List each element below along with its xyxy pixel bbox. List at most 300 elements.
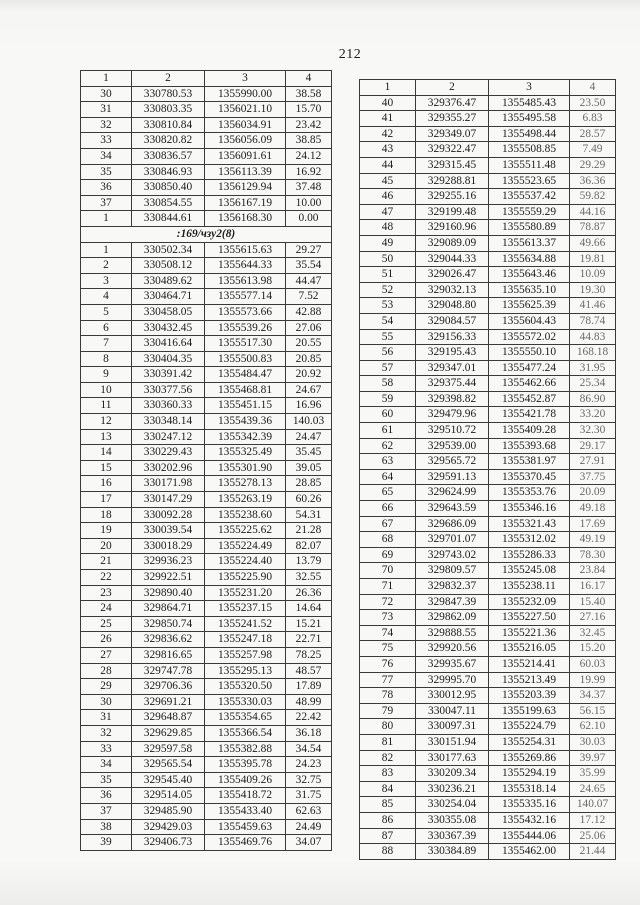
y-coordinate-cell: 1355484.47 xyxy=(205,367,286,383)
table-row xyxy=(360,734,616,750)
y-coordinate-cell: 1355577.14 xyxy=(205,289,286,305)
x-coordinate-cell: 330236.21 xyxy=(416,781,489,797)
y-coordinate-cell: 1355580.89 xyxy=(489,220,570,236)
y-coordinate-cell: 1355477.24 xyxy=(489,360,570,376)
point-number-cell: 14 xyxy=(81,445,132,461)
x-coordinate-cell: 329195.43 xyxy=(416,345,489,361)
point-number-cell: 18 xyxy=(81,507,132,523)
x-coordinate-cell: 329597.58 xyxy=(132,741,205,757)
y-coordinate-cell: 1355231.20 xyxy=(205,585,286,601)
y-coordinate-cell: 1355237.15 xyxy=(205,601,286,617)
distance-cell: 36.18 xyxy=(286,725,332,741)
point-number-cell: 21 xyxy=(81,554,132,570)
y-coordinate-cell: 1355539.26 xyxy=(205,320,286,336)
distance-cell: 31.95 xyxy=(570,360,616,376)
x-coordinate-cell: 329862.09 xyxy=(416,610,489,626)
point-number-cell: 9 xyxy=(81,367,132,383)
table-row xyxy=(360,610,616,626)
point-number-cell: 87 xyxy=(360,828,416,844)
distance-cell: 48.99 xyxy=(286,694,332,710)
distance-cell: 36.36 xyxy=(570,173,616,189)
y-coordinate-cell: 1355625.39 xyxy=(489,298,570,314)
y-coordinate-cell: 1355214.41 xyxy=(489,656,570,672)
point-number-cell: 28 xyxy=(81,663,132,679)
y-coordinate-cell: 1355225.62 xyxy=(205,523,286,539)
distance-cell: 6.83 xyxy=(570,111,616,127)
point-number-cell: 74 xyxy=(360,625,416,641)
x-coordinate-cell: 329691.21 xyxy=(132,694,205,710)
point-number-cell: 36 xyxy=(81,180,132,196)
x-coordinate-cell: 2 xyxy=(132,71,205,87)
x-coordinate-cell: 329706.36 xyxy=(132,679,205,695)
point-number-cell: 13 xyxy=(81,429,132,445)
distance-cell: 7.49 xyxy=(570,142,616,158)
y-coordinate-cell: 1355439.36 xyxy=(205,414,286,430)
x-coordinate-cell: 330846.93 xyxy=(132,164,205,180)
point-number-cell: 49 xyxy=(360,235,416,251)
distance-cell: 48.57 xyxy=(286,663,332,679)
x-coordinate-cell: 329995.70 xyxy=(416,672,489,688)
point-number-cell: 60 xyxy=(360,407,416,423)
y-coordinate-cell: 1355247.18 xyxy=(205,632,286,648)
distance-cell: 20.09 xyxy=(570,485,616,501)
y-coordinate-cell: 1355325.49 xyxy=(205,445,286,461)
x-coordinate-cell: 330432.45 xyxy=(132,320,205,336)
table-row xyxy=(81,835,332,851)
y-coordinate-cell: 1355421.78 xyxy=(489,407,570,423)
distance-cell: 20.92 xyxy=(286,367,332,383)
y-coordinate-cell: 1355238.60 xyxy=(205,507,286,523)
table-row xyxy=(360,267,616,283)
y-coordinate-cell: 1355257.98 xyxy=(205,647,286,663)
distance-cell: 21.44 xyxy=(570,844,616,860)
y-coordinate-cell: 1355330.03 xyxy=(205,694,286,710)
y-coordinate-cell: 1355366.54 xyxy=(205,725,286,741)
x-coordinate-cell: 2 xyxy=(416,80,489,96)
table-row xyxy=(360,407,616,423)
point-number-cell: 41 xyxy=(360,111,416,127)
x-coordinate-cell: 329922.51 xyxy=(132,570,205,586)
distance-cell: 140.07 xyxy=(570,797,616,813)
x-coordinate-cell: 329864.71 xyxy=(132,601,205,617)
table-row xyxy=(81,242,332,258)
y-coordinate-cell: 1355615.63 xyxy=(205,242,286,258)
point-number-cell: 31 xyxy=(81,710,132,726)
table-row xyxy=(360,204,616,220)
distance-cell: 35.54 xyxy=(286,258,332,274)
table-row xyxy=(81,772,332,788)
point-number-cell: 71 xyxy=(360,579,416,595)
y-coordinate-cell: 1356129.94 xyxy=(205,180,286,196)
y-coordinate-cell: 1355451.15 xyxy=(205,398,286,414)
y-coordinate-cell: 1355462.66 xyxy=(489,376,570,392)
x-coordinate-cell: 330355.08 xyxy=(416,812,489,828)
point-number-cell: 5 xyxy=(81,304,132,320)
x-coordinate-cell: 329485.90 xyxy=(132,803,205,819)
distance-cell: 32.75 xyxy=(286,772,332,788)
distance-cell: 7.52 xyxy=(286,289,332,305)
point-number-cell: 32 xyxy=(81,117,132,133)
x-coordinate-cell: 330171.98 xyxy=(132,476,205,492)
point-number-cell: 29 xyxy=(81,679,132,695)
distance-cell: 15.21 xyxy=(286,616,332,632)
y-coordinate-cell: 1355523.65 xyxy=(489,173,570,189)
point-number-cell: 12 xyxy=(81,414,132,430)
point-number-cell: 37 xyxy=(81,195,132,211)
y-coordinate-cell: 1355452.87 xyxy=(489,391,570,407)
distance-cell: 168.18 xyxy=(570,345,616,361)
y-coordinate-cell: 1355354.65 xyxy=(205,710,286,726)
y-coordinate-cell: 1356091.61 xyxy=(205,148,286,164)
point-number-cell: 48 xyxy=(360,220,416,236)
table-row xyxy=(360,282,616,298)
y-coordinate-cell: 1355517.30 xyxy=(205,336,286,352)
x-coordinate-cell: 329591.13 xyxy=(416,469,489,485)
distance-cell: 28.57 xyxy=(570,126,616,142)
distance-cell: 20.55 xyxy=(286,336,332,352)
table-row xyxy=(81,320,332,336)
distance-cell: 31.75 xyxy=(286,788,332,804)
table-row xyxy=(360,298,616,314)
distance-cell: 60.26 xyxy=(286,492,332,508)
y-coordinate-cell: 1355342.39 xyxy=(205,429,286,445)
x-coordinate-cell: 329355.27 xyxy=(416,111,489,127)
distance-cell: 35.45 xyxy=(286,445,332,461)
x-coordinate-cell: 330177.63 xyxy=(416,750,489,766)
point-number-cell: 54 xyxy=(360,313,416,329)
distance-cell: 0.00 xyxy=(286,211,332,227)
point-number-cell: 3 xyxy=(81,273,132,289)
distance-cell: 39.05 xyxy=(286,460,332,476)
table-row xyxy=(360,376,616,392)
point-number-cell: 55 xyxy=(360,329,416,345)
table-row xyxy=(81,273,332,289)
table-row xyxy=(360,703,616,719)
table-row xyxy=(81,741,332,757)
x-coordinate-cell: 329539.00 xyxy=(416,438,489,454)
x-coordinate-cell: 329026.47 xyxy=(416,267,489,283)
distance-cell: 13.79 xyxy=(286,554,332,570)
y-coordinate-cell: 1355312.02 xyxy=(489,532,570,548)
point-number-cell: 35 xyxy=(81,164,132,180)
x-coordinate-cell: 330202.96 xyxy=(132,460,205,476)
point-number-cell: 39 xyxy=(81,835,132,851)
x-coordinate-cell: 330820.82 xyxy=(132,133,205,149)
distance-cell: 44.47 xyxy=(286,273,332,289)
section-row xyxy=(81,226,332,242)
point-number-cell: 1 xyxy=(81,71,132,87)
y-coordinate-cell: 1355613.37 xyxy=(489,235,570,251)
point-number-cell: 31 xyxy=(81,102,132,118)
y-coordinate-cell: 1355395.78 xyxy=(205,757,286,773)
distance-cell: 22.71 xyxy=(286,632,332,648)
distance-cell: 16.96 xyxy=(286,398,332,414)
table-row xyxy=(81,367,332,383)
x-coordinate-cell: 329545.40 xyxy=(132,772,205,788)
y-coordinate-cell: 1355301.90 xyxy=(205,460,286,476)
table-row xyxy=(81,258,332,274)
header-row xyxy=(81,71,332,87)
table-row xyxy=(81,616,332,632)
table-row xyxy=(360,797,616,813)
point-number-cell: 20 xyxy=(81,538,132,554)
y-coordinate-cell: 1355468.81 xyxy=(205,382,286,398)
y-coordinate-cell: 1355221.36 xyxy=(489,625,570,641)
table-row xyxy=(360,563,616,579)
y-coordinate-cell: 1355537.42 xyxy=(489,189,570,205)
x-coordinate-cell: 329347.01 xyxy=(416,360,489,376)
distance-cell: 33.20 xyxy=(570,407,616,423)
point-number-cell: 80 xyxy=(360,719,416,735)
x-coordinate-cell: 329890.40 xyxy=(132,585,205,601)
point-number-cell: 88 xyxy=(360,844,416,860)
table-row xyxy=(360,594,616,610)
point-number-cell: 57 xyxy=(360,360,416,376)
y-coordinate-cell: 1355227.50 xyxy=(489,610,570,626)
point-number-cell: 36 xyxy=(81,788,132,804)
y-coordinate-cell: 1355318.14 xyxy=(489,781,570,797)
y-coordinate-cell: 1355321.43 xyxy=(489,516,570,532)
distance-cell: 38.85 xyxy=(286,133,332,149)
y-coordinate-cell: 1355444.06 xyxy=(489,828,570,844)
distance-cell: 44.16 xyxy=(570,204,616,220)
point-number-cell: 34 xyxy=(81,757,132,773)
table-row xyxy=(360,688,616,704)
table-row xyxy=(360,423,616,439)
point-number-cell: 37 xyxy=(81,803,132,819)
point-number-cell: 86 xyxy=(360,812,416,828)
point-number-cell: 46 xyxy=(360,189,416,205)
table-row xyxy=(360,844,616,860)
y-coordinate-cell: 1355382.88 xyxy=(205,741,286,757)
distance-cell: 24.23 xyxy=(286,757,332,773)
distance-cell: 20.85 xyxy=(286,351,332,367)
y-coordinate-cell: 1355432.16 xyxy=(489,812,570,828)
y-coordinate-cell: 1355572.02 xyxy=(489,329,570,345)
table-row xyxy=(81,86,332,102)
x-coordinate-cell: 329648.87 xyxy=(132,710,205,726)
y-coordinate-cell: 3 xyxy=(489,80,570,96)
distance-cell: 44.83 xyxy=(570,329,616,345)
distance-cell: 78.30 xyxy=(570,547,616,563)
distance-cell: 15.40 xyxy=(570,594,616,610)
x-coordinate-cell: 330092.28 xyxy=(132,507,205,523)
x-coordinate-cell: 329836.62 xyxy=(132,632,205,648)
y-coordinate-cell: 1355409.26 xyxy=(205,772,286,788)
distance-cell: 19.30 xyxy=(570,282,616,298)
x-coordinate-cell: 330018.29 xyxy=(132,538,205,554)
y-coordinate-cell: 1355224.49 xyxy=(205,538,286,554)
table-row xyxy=(360,329,616,345)
point-number-cell: 8 xyxy=(81,351,132,367)
point-number-cell: 85 xyxy=(360,797,416,813)
x-coordinate-cell: 329809.57 xyxy=(416,563,489,579)
distance-cell: 78.25 xyxy=(286,647,332,663)
x-coordinate-cell: 329160.96 xyxy=(416,220,489,236)
y-coordinate-cell: 1355320.50 xyxy=(205,679,286,695)
distance-cell: 15.70 xyxy=(286,102,332,118)
y-coordinate-cell: 1355294.19 xyxy=(489,766,570,782)
x-coordinate-cell: 329375.44 xyxy=(416,376,489,392)
x-coordinate-cell: 329510.72 xyxy=(416,423,489,439)
x-coordinate-cell: 330012.95 xyxy=(416,688,489,704)
point-number-cell: 23 xyxy=(81,585,132,601)
coordinates-table-right xyxy=(359,79,616,860)
y-coordinate-cell: 1355295.13 xyxy=(205,663,286,679)
table-row xyxy=(360,469,616,485)
point-number-cell: 25 xyxy=(81,616,132,632)
point-number-cell: 43 xyxy=(360,142,416,158)
x-coordinate-cell: 330348.14 xyxy=(132,414,205,430)
distance-cell: 24.12 xyxy=(286,148,332,164)
distance-cell: 49.19 xyxy=(570,532,616,548)
table-row xyxy=(81,803,332,819)
distance-cell: 54.31 xyxy=(286,507,332,523)
point-number-cell: 65 xyxy=(360,485,416,501)
point-number-cell: 27 xyxy=(81,647,132,663)
y-coordinate-cell: 1355199.63 xyxy=(489,703,570,719)
distance-cell: 27.06 xyxy=(286,320,332,336)
distance-cell: 78.87 xyxy=(570,220,616,236)
x-coordinate-cell: 329920.56 xyxy=(416,641,489,657)
y-coordinate-cell: 1355381.97 xyxy=(489,454,570,470)
y-coordinate-cell: 1355393.68 xyxy=(489,438,570,454)
x-coordinate-cell: 329701.07 xyxy=(416,532,489,548)
distance-cell: 24.65 xyxy=(570,781,616,797)
table-row xyxy=(360,345,616,361)
y-coordinate-cell: 1356168.30 xyxy=(205,211,286,227)
x-coordinate-cell: 329084.57 xyxy=(416,313,489,329)
point-number-cell: 44 xyxy=(360,157,416,173)
distance-cell: 59.82 xyxy=(570,189,616,205)
y-coordinate-cell: 1355335.16 xyxy=(489,797,570,813)
y-coordinate-cell: 1355224.79 xyxy=(489,719,570,735)
x-coordinate-cell: 330209.34 xyxy=(416,766,489,782)
table-row xyxy=(360,641,616,657)
y-coordinate-cell: 1355508.85 xyxy=(489,142,570,158)
table-row xyxy=(360,501,616,517)
distance-cell: 29.27 xyxy=(286,242,332,258)
x-coordinate-cell: 330844.61 xyxy=(132,211,205,227)
y-coordinate-cell: 1355409.28 xyxy=(489,423,570,439)
table-row xyxy=(81,725,332,741)
distance-cell: 10.09 xyxy=(570,267,616,283)
x-coordinate-cell: 329888.55 xyxy=(416,625,489,641)
distance-cell: 78.74 xyxy=(570,313,616,329)
table-row xyxy=(360,579,616,595)
point-number-cell: 38 xyxy=(81,819,132,835)
distance-cell: 16.17 xyxy=(570,579,616,595)
table-row xyxy=(360,656,616,672)
y-coordinate-cell: 1355263.19 xyxy=(205,492,286,508)
point-number-cell: 32 xyxy=(81,725,132,741)
table-row xyxy=(81,819,332,835)
y-coordinate-cell: 1355613.98 xyxy=(205,273,286,289)
table-row xyxy=(81,164,332,180)
distance-cell: 17.89 xyxy=(286,679,332,695)
y-coordinate-cell: 1355346.16 xyxy=(489,501,570,517)
y-coordinate-cell: 1355224.40 xyxy=(205,554,286,570)
table-row xyxy=(81,632,332,648)
x-coordinate-cell: 329376.47 xyxy=(416,95,489,111)
table-row xyxy=(81,117,332,133)
x-coordinate-cell: 329315.45 xyxy=(416,157,489,173)
distance-cell: 140.03 xyxy=(286,414,332,430)
x-coordinate-cell: 329850.74 xyxy=(132,616,205,632)
table-row xyxy=(81,663,332,679)
point-number-cell: 16 xyxy=(81,476,132,492)
x-coordinate-cell: 330229.43 xyxy=(132,445,205,461)
x-coordinate-cell: 329629.85 xyxy=(132,725,205,741)
table-row xyxy=(81,570,332,586)
table-row xyxy=(360,454,616,470)
point-number-cell: 69 xyxy=(360,547,416,563)
x-coordinate-cell: 330780.53 xyxy=(132,86,205,102)
y-coordinate-cell: 1355500.83 xyxy=(205,351,286,367)
point-number-cell: 76 xyxy=(360,656,416,672)
table-row xyxy=(360,313,616,329)
x-coordinate-cell: 330508.12 xyxy=(132,258,205,274)
table-row xyxy=(360,220,616,236)
table-row xyxy=(81,694,332,710)
distance-cell: 34.54 xyxy=(286,741,332,757)
point-number-cell: 10 xyxy=(81,382,132,398)
distance-cell: 37.48 xyxy=(286,180,332,196)
x-coordinate-cell: 329747.78 xyxy=(132,663,205,679)
distance-cell: 16.92 xyxy=(286,164,332,180)
x-coordinate-cell: 330384.89 xyxy=(416,844,489,860)
distance-cell: 27.91 xyxy=(570,454,616,470)
y-coordinate-cell: 1355238.11 xyxy=(489,579,570,595)
distance-cell: 35.99 xyxy=(570,766,616,782)
distance-cell: 49.18 xyxy=(570,501,616,517)
distance-cell: 34.07 xyxy=(286,835,332,851)
point-number-cell: 61 xyxy=(360,423,416,439)
distance-cell: 24.67 xyxy=(286,382,332,398)
y-coordinate-cell: 1355990.00 xyxy=(205,86,286,102)
table-row xyxy=(81,788,332,804)
x-coordinate-cell: 329643.59 xyxy=(416,501,489,517)
table-row xyxy=(360,142,616,158)
y-coordinate-cell: 1355604.43 xyxy=(489,313,570,329)
distance-cell: 4 xyxy=(286,71,332,87)
table-row xyxy=(81,523,332,539)
x-coordinate-cell: 329048.80 xyxy=(416,298,489,314)
x-coordinate-cell: 329565.54 xyxy=(132,757,205,773)
y-coordinate-cell: 1355418.72 xyxy=(205,788,286,804)
table-row xyxy=(360,750,616,766)
x-coordinate-cell: 329255.16 xyxy=(416,189,489,205)
table-row xyxy=(81,304,332,320)
table-row xyxy=(360,625,616,641)
y-coordinate-cell: 3 xyxy=(205,71,286,87)
y-coordinate-cell: 1355245.08 xyxy=(489,563,570,579)
distance-cell: 25.34 xyxy=(570,376,616,392)
y-coordinate-cell: 1356021.10 xyxy=(205,102,286,118)
x-coordinate-cell: 330391.42 xyxy=(132,367,205,383)
point-number-cell: 22 xyxy=(81,570,132,586)
x-coordinate-cell: 329686.09 xyxy=(416,516,489,532)
distance-cell: 34.37 xyxy=(570,688,616,704)
point-number-cell: 68 xyxy=(360,532,416,548)
distance-cell: 22.42 xyxy=(286,710,332,726)
x-coordinate-cell: 329156.33 xyxy=(416,329,489,345)
x-coordinate-cell: 330404.35 xyxy=(132,351,205,367)
point-number-cell: 51 xyxy=(360,267,416,283)
x-coordinate-cell: 329935.67 xyxy=(416,656,489,672)
point-number-cell: 73 xyxy=(360,610,416,626)
point-number-cell: 42 xyxy=(360,126,416,142)
